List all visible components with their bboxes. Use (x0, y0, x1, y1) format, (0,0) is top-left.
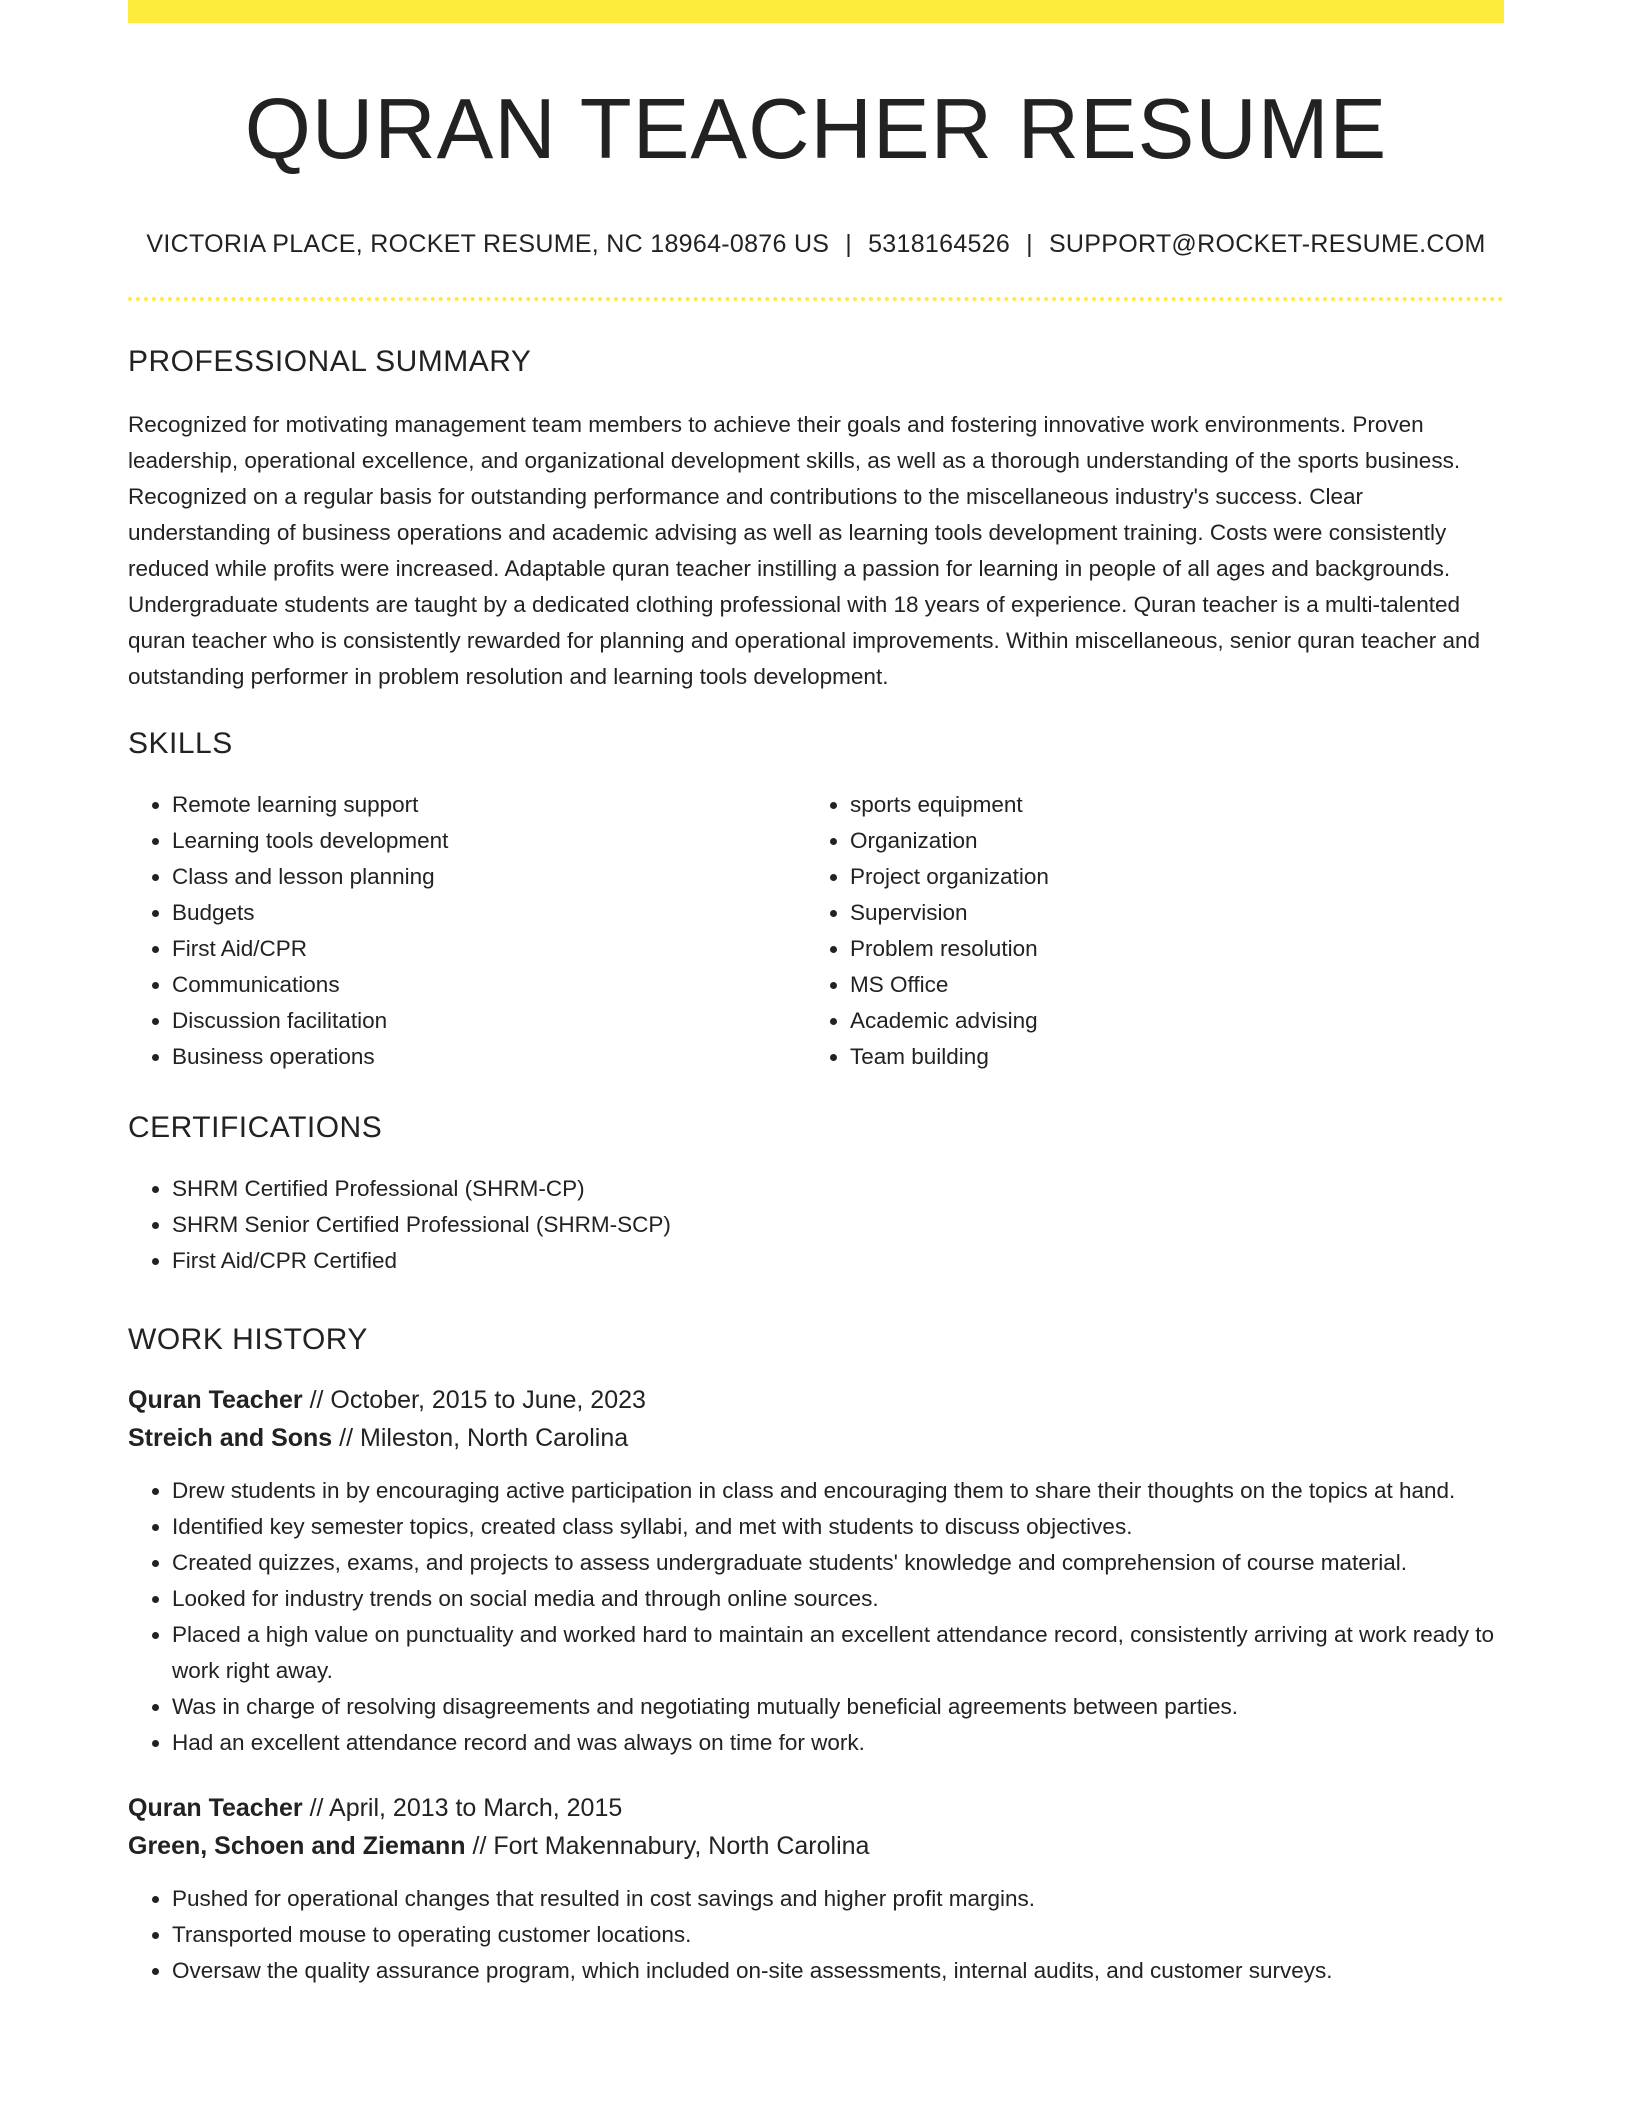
resume-page (128, 0, 1504, 1989)
skill-item: • Discussion facilitation (172, 1003, 806, 1039)
skill-item: • Learning tools development (172, 823, 806, 859)
skill-item: • sports equipment (850, 787, 1049, 823)
job-bullet: • Oversaw the quality assurance program, which included on-site assessments, internal audits, and customer surveys. (172, 1953, 1504, 1989)
email-link[interactable]: SUPPORT@ROCKET-RESUME.COM (1048, 230, 1486, 259)
skill-item: • Project organization (850, 859, 1049, 895)
job-dates: // October, 2015 to June, 2023 (309, 1386, 646, 1415)
job-role-line (128, 1381, 1504, 1419)
skill-item: • Supervision (850, 895, 1049, 931)
certification-item: • SHRM Senior Certified Professional (SHRM-SCP) (172, 1207, 1504, 1243)
job-bullet: • Transported mouse to operating customer locations. (172, 1917, 1504, 1953)
job-bullet: • Drew students in by encouraging active participation in class and encouraging them to share their thoughts on the topics at hand. (172, 1473, 1504, 1509)
job-bullets (128, 1881, 1504, 1989)
job-bullet: • Created quizzes, exams, and projects to assess undergraduate students' knowledge and comprehension of course material. (172, 1545, 1504, 1581)
skills-columns (128, 787, 1504, 1075)
skill-item: • Class and lesson planning (172, 859, 806, 895)
phone: 5318164526 (868, 230, 1011, 259)
job-company: Streich and Sons (128, 1424, 333, 1453)
skill-item: • Communications (172, 967, 806, 1003)
skill-item: • MS Office (850, 967, 1049, 1003)
separator: | (845, 230, 853, 259)
job-bullet: • Pushed for operational changes that resulted in cost savings and higher profit margins. (172, 1881, 1504, 1917)
skill-item: • First Aid/CPR (172, 931, 806, 967)
skill-item: • Business operations (172, 1039, 806, 1075)
job-dates: // April, 2013 to March, 2015 (309, 1794, 623, 1823)
job-bullet: • Placed a high value on punctuality and worked hard to maintain an excellent attendance record, consistently arriving at work ready to work right away. (172, 1617, 1504, 1689)
skills-right-list (806, 787, 1049, 1075)
job-location: // Fort Makennabury, North Carolina (472, 1832, 870, 1861)
skill-item: • Organization (850, 823, 1049, 859)
skill-item: • Academic advising (850, 1003, 1049, 1039)
skills-heading: SKILLS (128, 727, 233, 761)
certification-item: • SHRM Certified Professional (SHRM-CP) (172, 1171, 1504, 1207)
job-entry (128, 1381, 1504, 1761)
job-company: Green, Schoen and Ziemann (128, 1832, 466, 1861)
job-bullet: • Was in charge of resolving disagreements and negotiating mutually beneficial agreements between parties. (172, 1689, 1504, 1725)
contact-line (128, 230, 1504, 259)
skill-item: • Team building (850, 1039, 1049, 1075)
separator: | (1026, 230, 1033, 259)
resume-title: QURAN TEACHER RESUME (244, 82, 1388, 177)
skills-left-list (128, 787, 806, 1075)
job-bullet: • Had an excellent attendance record and was always on time for work. (172, 1725, 1504, 1761)
skill-item: • Problem resolution (850, 931, 1049, 967)
skill-item: • Remote learning support (172, 787, 806, 823)
skill-item: • Budgets (172, 895, 806, 931)
job-role: Quran Teacher (128, 1386, 303, 1415)
certification-item: • First Aid/CPR Certified (172, 1243, 1504, 1279)
address: VICTORIA PLACE, ROCKET RESUME, NC 18964-0876 US (146, 230, 830, 259)
accent-bar (128, 0, 1504, 23)
dotted-divider (128, 297, 1504, 301)
job-company-line (128, 1827, 1504, 1865)
job-role-line (128, 1789, 1504, 1827)
job-bullet: • Identified key semester topics, created class syllabi, and met with students to discuss objectives. (172, 1509, 1504, 1545)
job-role: Quran Teacher (128, 1794, 303, 1823)
job-bullet: • Looked for industry trends on social media and through online sources. (172, 1581, 1504, 1617)
certifications-list (128, 1171, 1504, 1279)
job-company-line (128, 1419, 1504, 1457)
summary-text: Recognized for motivating management team members to achieve their goals and fostering innovative work environments. Proven leadership, operational excellence, and organizational development skills, as well as a thorough understanding of the sports business. Recognized on a regular basis for outstanding performance and contributions to the miscellaneous industry's success. Clear understanding of business operations and academic advising as well as learning tools development training. Costs were consistently reduced while profits were increased. Adaptable quran teacher instilling a passion for learning in people of all ages and backgrounds. Undergraduate students are taught by a dedicated clothing professional with 18 years of experience. Quran teacher is a multi-talented quran teacher who is consistently rewarded for planning and operational improvements. Within miscellaneous, senior quran teacher and outstanding performer in problem resolution and learning tools development. (128, 412, 1480, 690)
work-history-heading: WORK HISTORY (128, 1323, 368, 1357)
job-bullets (128, 1473, 1504, 1761)
job-location: // Mileston, North Carolina (339, 1424, 629, 1453)
certifications-heading: CERTIFICATIONS (128, 1111, 383, 1145)
summary-heading: PROFESSIONAL SUMMARY (128, 345, 532, 379)
job-entry (128, 1789, 1504, 1989)
